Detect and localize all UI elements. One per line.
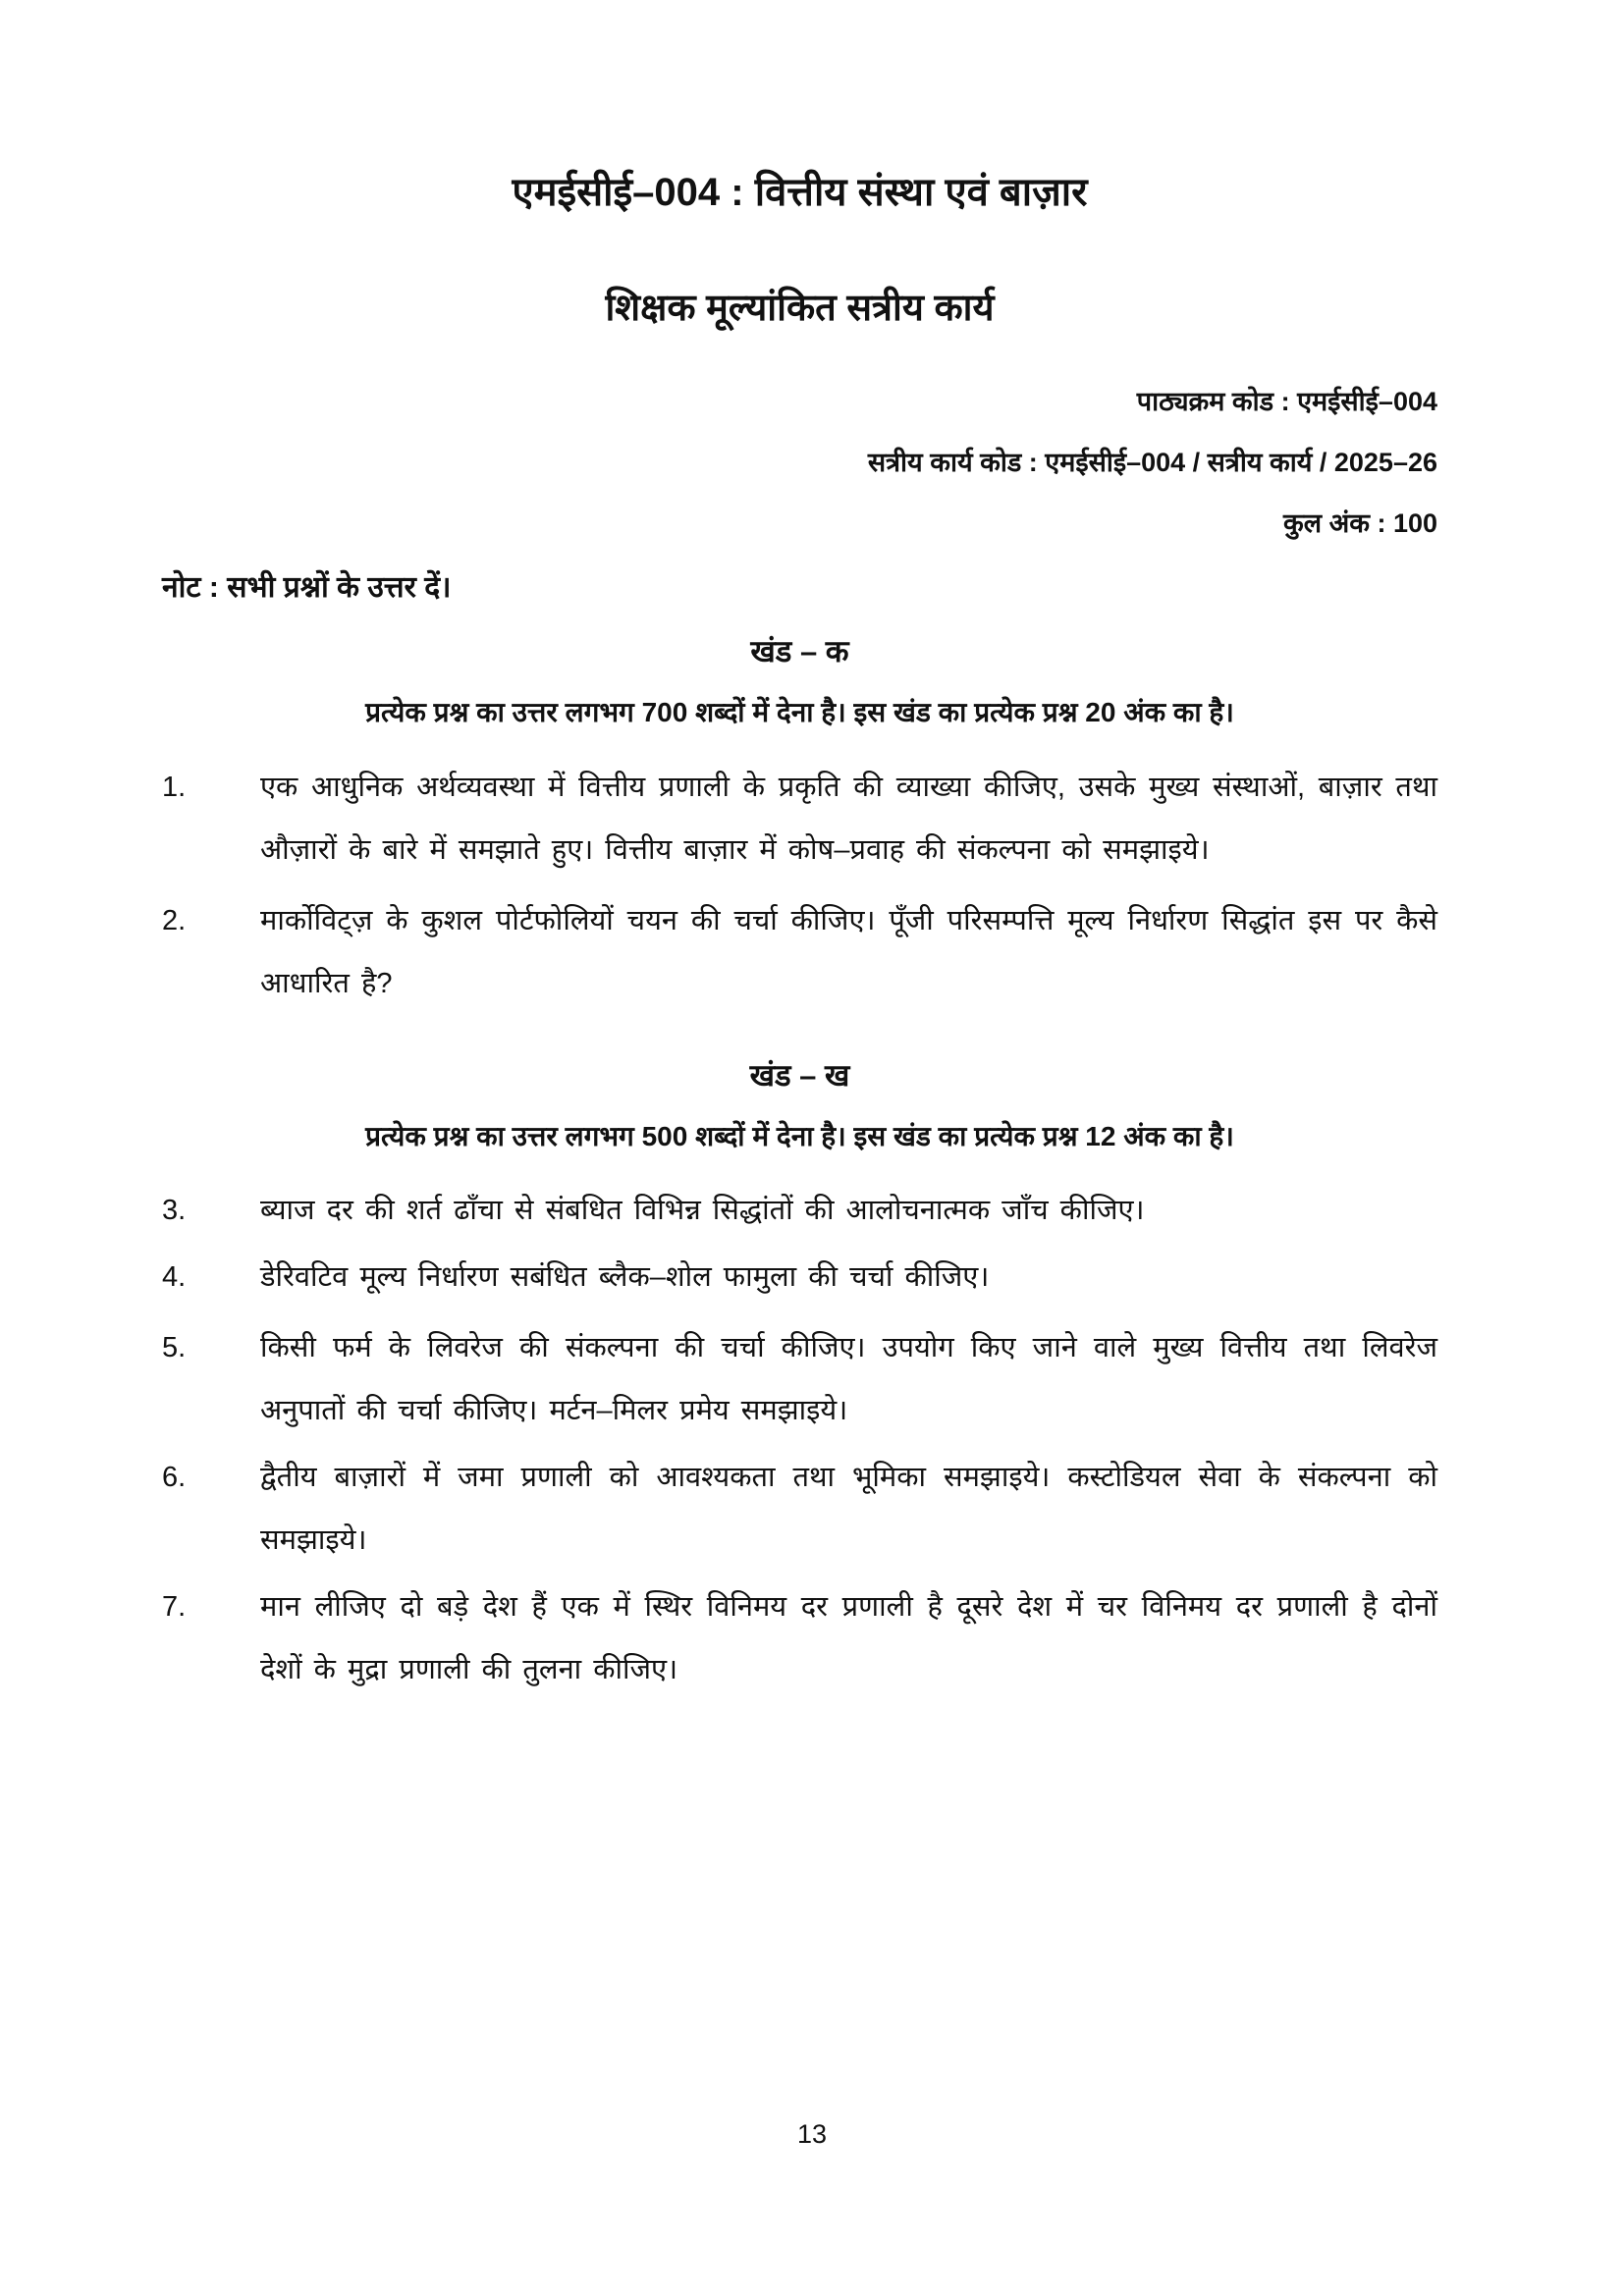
course-code-line: पाठ्यक्रम कोड : एमईसीई–004: [1136, 386, 1437, 416]
section-b-questions: [162, 1179, 1437, 1701]
question-text: डेरिवटिव मूल्य निर्धारण सबंधित ब्लैक–शोल फामुला की चर्चा कीजिए।: [260, 1261, 990, 1294]
section-b-instruction: प्रत्येक प्रश्न का उत्तर लगभग 500 शब्दों में देना है। इस खंड का प्रत्येक प्रश्न 12 अंक का है।: [365, 1120, 1234, 1151]
page-number: 13: [796, 2119, 828, 2149]
assignment-code-line: सत्रीय कार्य कोड : एमईसीई–004 / सत्रीय कार्य / 2025–26: [867, 447, 1437, 477]
assignment-subtitle: शिक्षक मूल्यांकित सत्रीय कार्य: [605, 288, 995, 329]
question-row: [162, 756, 1437, 881]
meta-block: [162, 371, 1437, 554]
question-number: 1.: [162, 771, 187, 803]
question-row: [162, 889, 1437, 1015]
question-number: 3.: [162, 1195, 187, 1227]
total-marks-line: कुल अंक : 100: [1283, 507, 1437, 538]
question-number: 7.: [162, 1591, 187, 1624]
question-row: [162, 1575, 1437, 1701]
course-title: एमईसीई–004 : वित्तीय संस्था एवं बाज़ार: [512, 171, 1088, 214]
note-line: नोट : सभी प्रश्नों के उत्तर दें।: [162, 570, 452, 604]
section-a-heading: खंड – क: [750, 634, 849, 669]
question-text: ब्याज दर की शर्त ढाँचा से संबधित विभिन्न सिद्धांतों की आलोचनात्मक जाँच कीजिए।: [260, 1195, 1145, 1227]
question-text: किसी फर्म के लिवरेज की संकल्पना की चर्चा कीजिए। उपयोग किए जाने वाले मुख्य वित्तीय तथा लिवरेज अनुपातों की चर्चा कीजिए। मर्टन–मिलर प्रमेय समझाइये।: [260, 1332, 1437, 1427]
question-text: मान लीजिए दो बड़े देश हैं एक में स्थिर विनिमय दर प्रणाली है दूसरे देश में चर विनिमय दर प्रणाली है दोनों देशों के मुद्रा प्रणाली की तुलना कीजिए।: [260, 1591, 1437, 1686]
question-row: [162, 1446, 1437, 1572]
section-a-questions: [162, 756, 1437, 1015]
question-number: 6.: [162, 1462, 187, 1494]
question-number: 5.: [162, 1332, 187, 1364]
question-text: एक आधुनिक अर्थव्यवस्था में वित्तीय प्रणाली के प्रकृति की व्याख्या कीजिए, उसके मुख्य संस्थाओं, बाज़ार तथा औज़ारों के बारे में समझाते हुए। वित्तीय बाज़ार में कोष–प्रवाह की संकल्पना को समझाइये।: [260, 771, 1437, 866]
section-b-heading: खंड – ख: [749, 1057, 850, 1093]
section-a-instruction: प्रत्येक प्रश्न का उत्तर लगभग 700 शब्दों में देना है। इस खंड का प्रत्येक प्रश्न 20 अंक का है।: [365, 697, 1234, 728]
question-text: मार्कोविट्ज़ के कुशल पोर्टफोलियों चयन की चर्चा कीजिए। पूँजी परिसम्पत्ति मूल्य निर्धारण सिद्धांत इस पर कैसे आधारित है?: [260, 904, 1437, 999]
question-text: द्वैतीय बाज़ारों में जमा प्रणाली को आवश्यकता तथा भूमिका समझाइये। कस्टोडियल सेवा के संकल्पना को समझाइये।: [260, 1462, 1437, 1557]
question-number: 2.: [162, 904, 187, 936]
question-row: [162, 1246, 1437, 1308]
question-row: [162, 1179, 1437, 1242]
question-row: [162, 1316, 1437, 1442]
question-number: 4.: [162, 1261, 187, 1294]
